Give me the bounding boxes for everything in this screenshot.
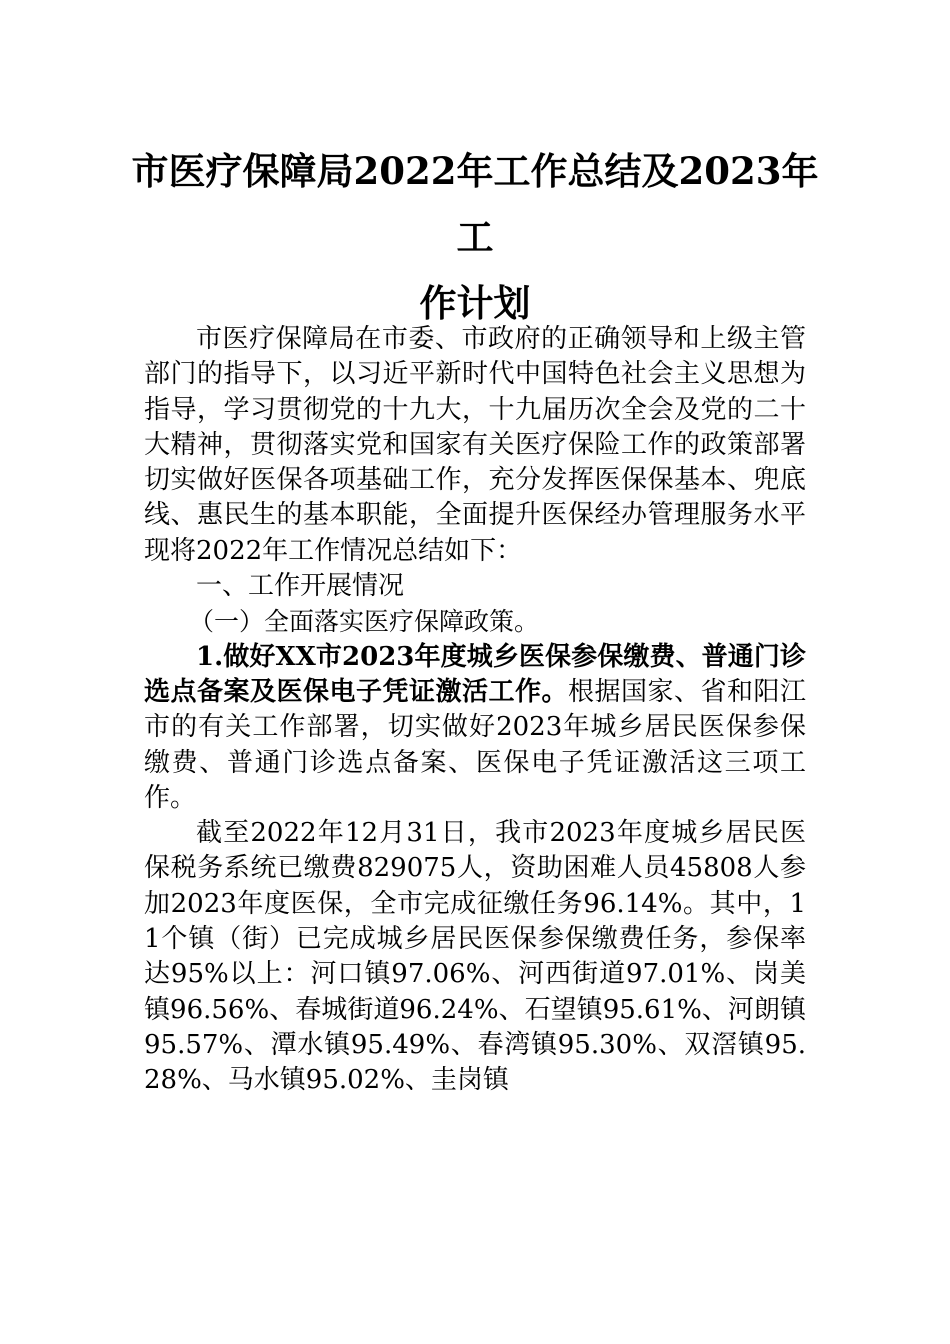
title-line-2: 作计划 bbox=[419, 281, 531, 325]
title-line-1: 市医疗保障局2022年工作总结及2023年工 bbox=[131, 149, 819, 259]
statistics-paragraph: 截至2022年12月31日，我市2023年度城乡居民医保税务系统已缴费829075人，资助困难人员45808人参加2023年度医保，全市完成征缴任务96.14%。其中，11个镇（街）已完成城乡居民医保参保缴费任务，参保率达95%以上：河口镇97.06%、河西街道97.01%、岗美镇96.56%、春城街道96.24%、石望镇95.61%、河朗镇95.57%、潭水镇95.49%、春湾镇95.30%、双滘镇95.28%、马水镇95.02%、圭岗镇 bbox=[144, 818, 806, 1096]
document-title bbox=[120, 138, 830, 336]
section-heading-2: （一）全面落实医疗保障政策。 bbox=[189, 607, 540, 637]
item-1-text: 根据国家、省和阳江市的有关工作部署，切实做好2023年城乡居民医保参保缴费、普通门诊选点备案、医保电子凭证激活这三项工作。 bbox=[144, 676, 806, 813]
item-1-paragraph bbox=[144, 640, 806, 816]
item-1-lead: 1.做好XX市2023年度城乡医保参保缴费、普通门诊选点备案及医保电子凭证激活工作。 bbox=[144, 641, 806, 707]
intro-paragraph: 市医疗保障局在市委、市政府的正确领导和上级主管部门的指导下，以习近平新时代中国特色社会主义思想为指导，学习贯彻党的十九大，十九届历次全会及党的二十大精神，贯彻落实党和国家有关医疗保险工作的政策部署切实做好医保各项基础工作，充分发挥医保保基本、兜底线、惠民生的基本职能，全面提升医保经办管理服务水平现将2022年工作情况总结如下： bbox=[144, 324, 806, 566]
document-body bbox=[144, 322, 806, 1099]
section-heading-1: 一、工作开展情况 bbox=[196, 571, 405, 602]
